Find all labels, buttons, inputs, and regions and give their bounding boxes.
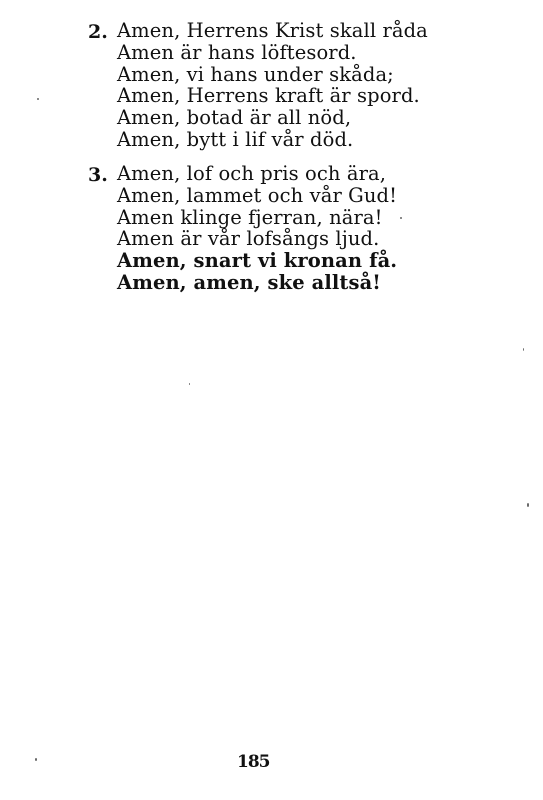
verse-lines <box>117 163 527 294</box>
verse-line: Amen, Herrens kraft är spord. <box>117 84 420 108</box>
verse-line: Amen, amen, ske alltså! <box>117 270 381 294</box>
verse-number: 2. <box>88 21 108 43</box>
verse-line: Amen, lammet och vår Gud! <box>117 183 398 207</box>
verse-lines <box>117 20 527 151</box>
print-speck <box>37 98 39 100</box>
print-speck <box>189 383 190 385</box>
verse-line: Amen, lof och pris och ära, <box>117 162 387 185</box>
verse-line: Amen är hans löftesord. <box>117 40 357 64</box>
verse-line: Amen är vår lofsångs ljud. <box>117 227 380 251</box>
verse-line: Amen, botad är all nöd, <box>117 106 352 130</box>
verse-line: Amen klinge fjerran, nära! <box>117 205 383 229</box>
print-speck <box>523 348 524 351</box>
print-speck <box>400 217 402 219</box>
verse-line: Amen, bytt i lif vår död. <box>117 127 354 151</box>
print-speck <box>35 758 37 761</box>
verse-number: 3. <box>88 164 108 186</box>
verse-line: Amen, Herrens Krist skall råda <box>117 19 428 42</box>
page-number: 185 <box>237 752 270 772</box>
verse-line: Amen, vi hans under skåda; <box>117 62 394 86</box>
print-speck <box>527 503 529 507</box>
verse-line: Amen, snart vi kronan få. <box>117 249 398 273</box>
